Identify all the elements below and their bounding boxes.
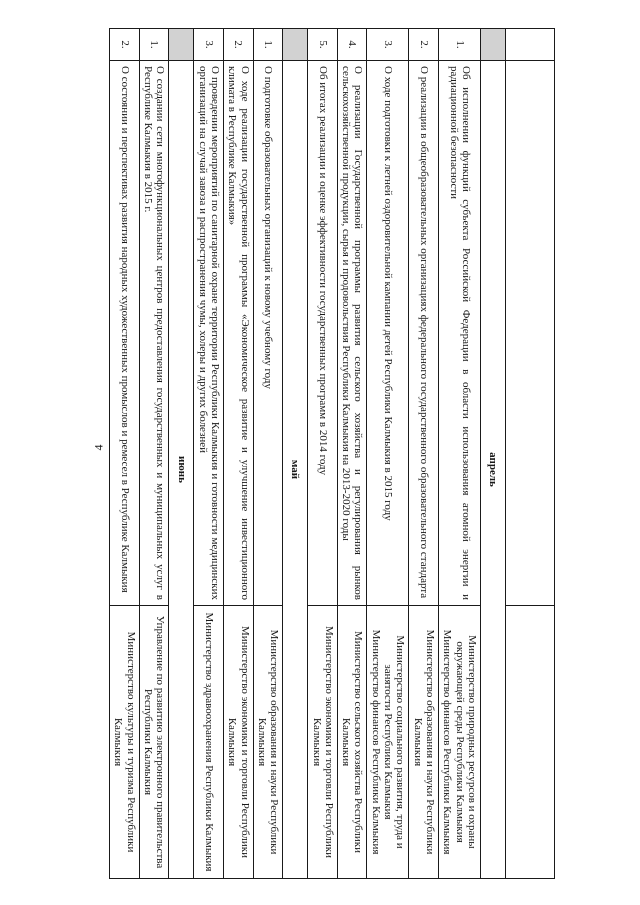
responsible-agency: Министерство финансов Республики Калмыкия [369,629,382,855]
table-row [253,29,283,879]
responsible-agency: Министерство здравоохранения Республики Калмыкия [202,612,215,872]
month-gray-cell [481,29,506,61]
header-cell-responsible [506,606,555,879]
row-number: 1. [139,29,169,61]
agenda-topic: О ходе реализации государственной программы «Экономическое развитие и улучшение инвестиционного климата в Республике Калмыкия» [224,61,254,606]
responsible-cell [367,606,409,879]
header-cell-topic [506,61,555,606]
agenda-topic: О состоянии и перспективах развития народных художественных промыслов и ремесел в Республике Калмыкия [110,61,140,606]
row-number: 1. [253,29,283,61]
month-header-row [169,29,194,879]
month-header-row [283,29,308,879]
rotated-table-wrapper [68,28,555,878]
month-title: июнь [169,61,194,879]
page-number: 4 [91,444,106,451]
table-row [224,29,254,879]
agenda-topic: О реализации Государственной программы развития сельского хозяйства и регулирования рынков сельскохозяйственной продукции, сырья и продовольствия Республики Калмыкия на 2013-2020 годы [337,61,367,606]
row-number: 2. [409,29,439,61]
table-row [194,29,224,879]
responsible-cell [110,606,140,879]
month-gray-cell [283,29,308,61]
responsible-agency: Министерство образования и науки Республики Калмыкия [411,629,437,855]
row-number: 1. [439,29,481,61]
responsible-cell [224,606,254,879]
row-number: 3. [367,29,409,61]
agenda-topic: О проведении мероприятий по санитарной охране территории Республики Калмыкия и готовности медицинских организаций на случай завоза и распространения чумы, холеры и других болезней [194,61,224,606]
table-header-row [506,29,555,879]
agenda-topic: Об итогах реализации и оценке эффективности государственных программ в 2014 году [308,61,338,606]
responsible-agency: Управление по развитию электронного правительства Республики Калмыкия [142,615,167,869]
responsible-cell [337,606,367,879]
responsible-agency: Министерство финансов Республики Калмыкия [441,629,454,855]
header-cell-num [506,29,555,61]
month-header-row [481,29,506,879]
row-number: 2. [224,29,254,61]
agenda-topic: О ходе подготовки к летней оздоровительной кампании детей Республики Калмыкия в 2015 году [367,61,409,606]
responsible-agency: Министерство экономики и торговли Республики Калмыкия [226,626,251,858]
table-row [139,29,169,879]
responsible-agency: Министерство природных ресурсов и охраны окружающей среды Республики Калмыкия [453,635,478,849]
responsible-agency: Министерство культуры и туризма Республики Калмыкия [112,631,137,853]
responsible-cell [194,606,224,879]
responsible-agency: Министерство экономики и торговли Республики Калмыкия [310,626,335,858]
agenda-topic: Об исполнении функций субъекта Российской Федерации в области использования атомной энергии и радиационной безопасности [439,61,481,606]
responsible-cell [409,606,439,879]
month-title: апрель [481,61,506,879]
responsible-cell [308,606,338,879]
row-number: 4. [337,29,367,61]
responsible-cell [139,606,169,879]
plan-table [109,28,555,879]
table-row [110,29,140,879]
table-row [439,29,481,879]
responsible-cell [439,606,481,879]
agenda-topic: О реализации в общеобразовательных организациях федерального государственного образовательного стандарта [409,61,439,606]
responsible-cell [253,606,283,879]
table-row [409,29,439,879]
month-title: май [283,61,308,879]
table-row [367,29,409,879]
plan-table-body [110,29,555,879]
table-row [337,29,367,879]
row-number: 3. [194,29,224,61]
row-number: 5. [308,29,338,61]
agenda-topic: О создании сети многофункциональных центров предоставления государственных и муниципальных услуг в Республике Калмыкия в 2015 г. [139,61,169,606]
responsible-agency: Министерство образования и науки Республики Калмыкия [255,629,281,855]
row-number: 2. [110,29,140,61]
responsible-agency: Министерство социального развития, труда и занятости Республики Калмыкия [382,635,407,849]
responsible-agency: Министерство сельского хозяйства Республики Калмыкия [340,630,365,854]
agenda-topic: О подготовке образовательных организаций к новому учебному году [253,61,283,606]
table-row [308,29,338,879]
month-gray-cell [169,29,194,61]
